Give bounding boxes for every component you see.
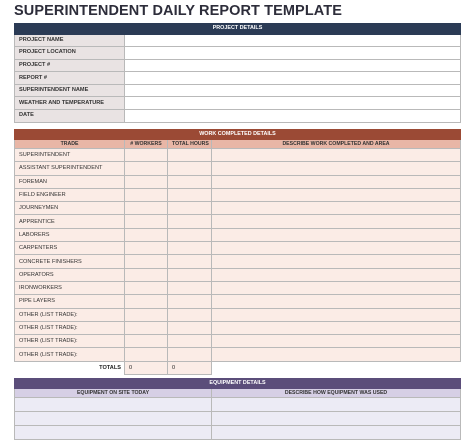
workers-cell[interactable] bbox=[125, 281, 168, 294]
hours-cell[interactable] bbox=[168, 162, 212, 175]
project-field-label: PROJECT LOCATION bbox=[15, 47, 125, 60]
project-details-table bbox=[14, 23, 461, 123]
project-field-input[interactable] bbox=[125, 110, 461, 123]
work-description-cell[interactable] bbox=[212, 149, 461, 162]
trade-label: SUPERINTENDENT bbox=[15, 149, 125, 162]
equipment-usage-cell[interactable] bbox=[212, 426, 461, 440]
trade-label: IRONWORKERS bbox=[15, 281, 125, 294]
project-field-row bbox=[15, 34, 461, 47]
workers-cell[interactable] bbox=[125, 335, 168, 348]
hours-cell[interactable] bbox=[168, 188, 212, 201]
project-field-label: DATE bbox=[15, 110, 125, 123]
work-description-cell[interactable] bbox=[212, 175, 461, 188]
equipment-details-table bbox=[14, 378, 461, 440]
total-hours-value: 0 bbox=[168, 361, 212, 374]
workers-cell[interactable] bbox=[125, 268, 168, 281]
trade-label: CARPENTERS bbox=[15, 242, 125, 255]
column-header-equipment-on-site: EQUIPMENT ON SITE TODAY bbox=[15, 388, 212, 398]
trade-label: FOREMAN bbox=[15, 175, 125, 188]
project-field-input[interactable] bbox=[125, 47, 461, 60]
project-field-label: SUPERINTENDENT NAME bbox=[15, 84, 125, 97]
work-description-cell[interactable] bbox=[212, 308, 461, 321]
workers-cell[interactable] bbox=[125, 308, 168, 321]
hours-cell[interactable] bbox=[168, 228, 212, 241]
trade-label: OPERATORS bbox=[15, 268, 125, 281]
project-field-label: REPORT # bbox=[15, 72, 125, 85]
total-workers-value: 0 bbox=[125, 361, 168, 374]
project-field-row bbox=[15, 97, 461, 110]
work-description-cell[interactable] bbox=[212, 268, 461, 281]
column-header-total-hours: TOTAL HOURS bbox=[168, 139, 212, 149]
trade-label: OTHER (LIST TRADE): bbox=[15, 308, 125, 321]
page-title: SUPERINTENDENT DAILY REPORT TEMPLATE bbox=[14, 3, 343, 19]
trade-label: PIPE LAYERS bbox=[15, 295, 125, 308]
column-header-trade: TRADE bbox=[15, 139, 125, 149]
equipment-row bbox=[15, 412, 461, 426]
project-field-label: WEATHER AND TEMPERATURE bbox=[15, 97, 125, 110]
equipment-usage-cell[interactable] bbox=[212, 398, 461, 412]
project-field-row bbox=[15, 47, 461, 60]
project-field-input[interactable] bbox=[125, 59, 461, 72]
equipment-on-site-cell[interactable] bbox=[15, 426, 212, 440]
trade-row bbox=[15, 255, 461, 268]
workers-cell[interactable] bbox=[125, 202, 168, 215]
work-description-cell[interactable] bbox=[212, 162, 461, 175]
hours-cell[interactable] bbox=[168, 202, 212, 215]
work-description-cell[interactable] bbox=[212, 321, 461, 334]
column-header-describe-work: DESCRIBE WORK COMPLETED AND AREA bbox=[212, 139, 461, 149]
project-field-input[interactable] bbox=[125, 97, 461, 110]
trade-label: ASSISTANT SUPERINTENDENT bbox=[15, 162, 125, 175]
work-description-cell[interactable] bbox=[212, 215, 461, 228]
project-field-input[interactable] bbox=[125, 84, 461, 97]
equipment-usage-cell[interactable] bbox=[212, 412, 461, 426]
trade-label: OTHER (LIST TRADE): bbox=[15, 335, 125, 348]
project-field-input[interactable] bbox=[125, 72, 461, 85]
trade-label: CONCRETE FINISHERS bbox=[15, 255, 125, 268]
work-description-cell[interactable] bbox=[212, 255, 461, 268]
trade-row bbox=[15, 295, 461, 308]
trade-row bbox=[15, 268, 461, 281]
work-description-cell[interactable] bbox=[212, 228, 461, 241]
equipment-on-site-cell[interactable] bbox=[15, 398, 212, 412]
trade-label: OTHER (LIST TRADE): bbox=[15, 321, 125, 334]
equipment-row bbox=[15, 426, 461, 440]
trade-row bbox=[15, 149, 461, 162]
project-field-row bbox=[15, 84, 461, 97]
hours-cell[interactable] bbox=[168, 242, 212, 255]
totals-label: TOTALS bbox=[15, 361, 125, 374]
hours-cell[interactable] bbox=[168, 348, 212, 361]
column-header-workers: # WORKERS bbox=[125, 139, 168, 149]
work-completed-table bbox=[14, 129, 461, 375]
trade-row bbox=[15, 321, 461, 334]
trade-row bbox=[15, 335, 461, 348]
project-details-header: PROJECT DETAILS bbox=[15, 24, 461, 35]
hours-cell[interactable] bbox=[168, 335, 212, 348]
work-description-cell[interactable] bbox=[212, 348, 461, 361]
workers-cell[interactable] bbox=[125, 321, 168, 334]
hours-cell[interactable] bbox=[168, 268, 212, 281]
equipment-details-header: EQUIPMENT DETAILS bbox=[15, 379, 461, 389]
workers-cell[interactable] bbox=[125, 215, 168, 228]
work-description-cell[interactable] bbox=[212, 188, 461, 201]
hours-cell[interactable] bbox=[168, 308, 212, 321]
trade-row bbox=[15, 308, 461, 321]
trade-label: FIELD ENGINEER bbox=[15, 188, 125, 201]
trade-label: OTHER (LIST TRADE): bbox=[15, 348, 125, 361]
hours-cell[interactable] bbox=[168, 149, 212, 162]
trade-row bbox=[15, 242, 461, 255]
project-field-row bbox=[15, 110, 461, 123]
workers-cell[interactable] bbox=[125, 175, 168, 188]
workers-cell[interactable] bbox=[125, 255, 168, 268]
trade-label: LABORERS bbox=[15, 228, 125, 241]
project-field-label: PROJECT # bbox=[15, 59, 125, 72]
workers-cell[interactable] bbox=[125, 162, 168, 175]
work-description-cell[interactable] bbox=[212, 295, 461, 308]
project-field-label: PROJECT NAME bbox=[15, 34, 125, 47]
workers-cell[interactable] bbox=[125, 149, 168, 162]
workers-cell[interactable] bbox=[125, 228, 168, 241]
trade-row bbox=[15, 228, 461, 241]
work-description-cell[interactable] bbox=[212, 242, 461, 255]
project-field-input[interactable] bbox=[125, 34, 461, 47]
trade-row bbox=[15, 348, 461, 361]
trade-row bbox=[15, 188, 461, 201]
trade-row bbox=[15, 202, 461, 215]
workers-cell[interactable] bbox=[125, 242, 168, 255]
trade-label: APPRENTICE bbox=[15, 215, 125, 228]
trade-row bbox=[15, 162, 461, 175]
project-field-row bbox=[15, 59, 461, 72]
trade-label: JOURNEYMEN bbox=[15, 202, 125, 215]
workers-cell[interactable] bbox=[125, 295, 168, 308]
trade-row bbox=[15, 215, 461, 228]
project-field-row bbox=[15, 72, 461, 85]
equipment-row bbox=[15, 398, 461, 412]
hours-cell[interactable] bbox=[168, 321, 212, 334]
equipment-on-site-cell[interactable] bbox=[15, 412, 212, 426]
work-description-cell[interactable] bbox=[212, 202, 461, 215]
totals-spacer bbox=[212, 361, 461, 374]
hours-cell[interactable] bbox=[168, 295, 212, 308]
column-header-equipment-usage: DESCRIBE HOW EQUIPMENT WAS USED bbox=[212, 388, 461, 398]
hours-cell[interactable] bbox=[168, 281, 212, 294]
workers-cell[interactable] bbox=[125, 188, 168, 201]
trade-row bbox=[15, 175, 461, 188]
work-completed-header: WORK COMPLETED DETAILS bbox=[15, 130, 461, 140]
hours-cell[interactable] bbox=[168, 175, 212, 188]
hours-cell[interactable] bbox=[168, 255, 212, 268]
work-description-cell[interactable] bbox=[212, 281, 461, 294]
workers-cell[interactable] bbox=[125, 348, 168, 361]
work-description-cell[interactable] bbox=[212, 335, 461, 348]
hours-cell[interactable] bbox=[168, 215, 212, 228]
trade-row bbox=[15, 281, 461, 294]
totals-row bbox=[15, 361, 461, 374]
